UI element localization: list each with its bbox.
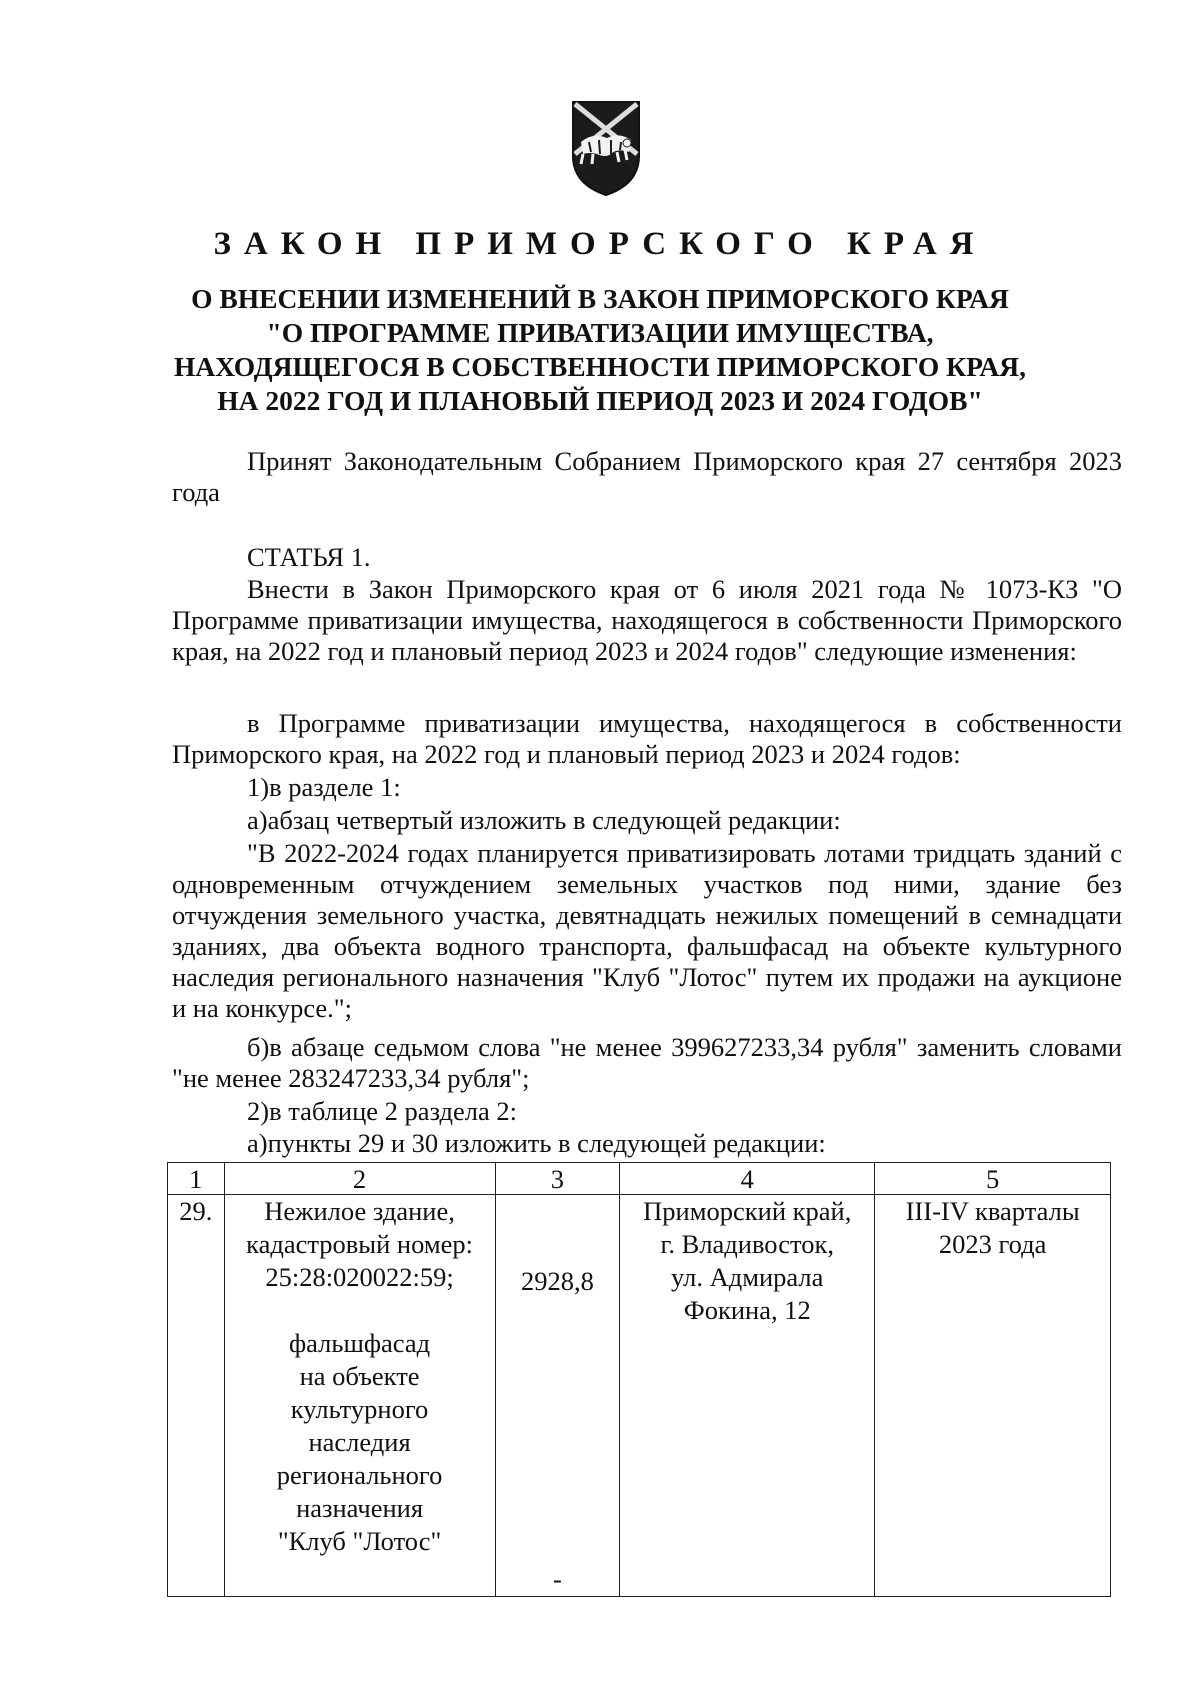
object-line: регионального [276,1460,443,1490]
object-description [224,1195,495,1597]
object-line: "Клуб "Лотос" [277,1526,442,1556]
address-cell [620,1195,875,1597]
subtitle-line: НА 2022 ГОД И ПЛАНОВЫЙ ПЕРИОД 2023 И 2024 ГОДОВ" [217,385,983,416]
object-line: наследия [308,1427,411,1457]
table-header-cell: 2 [224,1163,495,1195]
row-number: 29. [168,1195,225,1597]
address-line: ул. Адмирала [671,1262,824,1292]
subtitle-line: О ВНЕСЕНИИ ИЗМЕНЕНИЙ В ЗАКОН ПРИМОРСКОГО КРАЯ [191,283,1009,314]
law-subtitle [0,282,1200,418]
object-line: на объекте [299,1361,420,1391]
term-line: III-IV кварталы [905,1196,1080,1226]
area-value: 2928,8 [520,1266,594,1296]
table-header-cell: 5 [875,1163,1111,1195]
area-cell [495,1195,620,1597]
table-header-cell: 4 [620,1163,875,1195]
subtitle-line: "О ПРОГРАММЕ ПРИВАТИЗАЦИИ ИМУЩЕСТВА, [266,317,934,348]
term-cell [875,1195,1111,1597]
coat-of-arms-tiger-icon [567,98,645,198]
list-item-1a: а)абзац четвертый изложить в следующей редакции: [247,805,841,835]
object-line: кадастровый номер: [246,1229,473,1259]
address-line: Фокина, 12 [683,1295,811,1325]
adopted-note: Принят Законодательным Собранием Приморского края 27 сентября 2023 года [172,446,1122,507]
table-header-cell: 3 [495,1163,620,1195]
object-line [225,1294,495,1327]
object-line: Нежилое здание, [264,1196,455,1226]
address-line: Приморский край, [643,1196,852,1226]
quoted-paragraph: "В 2022-2024 годах планируется приватизировать лотами тридцать зданий с одновременным отчуждением земельных участков под ними, здание без отчуждения земельного участка, девятнадцать нежилых помещений в семнадцати зданиях, два объекта водного транспорта, фальшфасад на объекте культурного наследия регионального назначения "Клуб "Лотос" путем их продажи на аукционе и на конкурсе."; [172,838,1122,1023]
area-dash: - [553,1564,562,1594]
list-item-2: 2)в таблице 2 раздела 2: [247,1096,518,1126]
object-line: культурного [290,1394,429,1424]
list-item-1: 1)в разделе 1: [247,772,401,802]
table-header-cell: 1 [168,1163,225,1195]
subtitle-line: НАХОДЯЩЕГОСЯ В СОБСТВЕННОСТИ ПРИМОРСКОГО КРАЯ, [174,351,1026,382]
law-title: ЗАКОН ПРИМОРСКОГО КРАЯ [213,226,987,262]
term-line: 2023 года [938,1229,1047,1259]
table-row [168,1195,1111,1597]
address-line: г. Владивосток, [660,1229,834,1259]
list-item-1b: б)в абзаце седьмом слова "не менее 399627233,34 рубля" заменить словами "не менее 283247233,34 рубля"; [172,1032,1122,1093]
list-item-2a: а)пункты 29 и 30 изложить в следующей редакции: [247,1128,826,1158]
object-line: назначения [296,1493,424,1523]
object-line: 25:28:020022:59; [265,1262,454,1292]
article-intro: Внести в Закон Приморского края от 6 июля 2021 года № 1073-КЗ "О Программе приватизации имущества, находящегося в собственности Приморского края, на 2022 год и плановый период 2023 и 2024 годов" следующие изменения: [172,574,1122,666]
table-header-row [168,1163,1111,1195]
program-intro: в Программе приватизации имущества, находящегося в собственности Приморского края, на 2022 год и плановый период 2023 и 2024 годов: [172,708,1122,769]
article-heading: СТАТЬЯ 1. [247,542,371,572]
privatization-table [167,1162,1111,1597]
object-line: фальшфасад [288,1328,431,1358]
